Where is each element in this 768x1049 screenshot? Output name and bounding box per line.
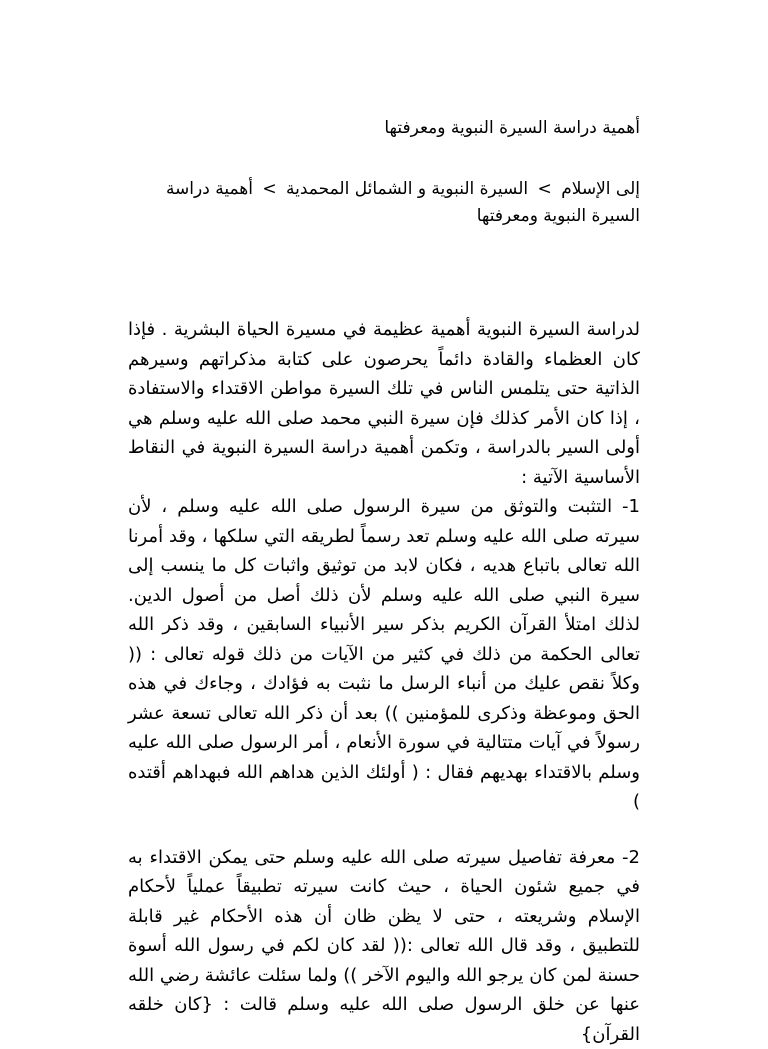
paragraph-intro: لدراسة السيرة النبوية أهمية عظيمة في مسيرة الحياة البشرية . فإذا كان العظماء والقادة دائماً يحرصون على كتابة مذكراتهم وسيرهم الذاتية حتى يتلمس الناس في تلك السيرة مواطن الاقتداء والاستفادة ، إذا كان الأمر كذلك فإن سيرة النبي محمد صلى الله عليه وسلم هي أولى السير بالدراسة ، وتكمن أهمية دراسة السيرة النبوية في النقاط الأساسية الآتية : (128, 315, 640, 492)
paragraph-point-2: 2- معرفة تفاصيل سيرته صلى الله عليه وسلم حتى يمكن الاقتداء به في جميع شئون الحياة ، حيث كانت سيرته تطبيقاً عملياً لأحكام الإسلام وشريعته ، حتى لا يظن ظان أن هذه الأحكام غير قابلة للتطبيق ، وقد قال الله تعالى :(( لقد كان لكم في رسول الله أسوة حسنة لمن كان يرجو الله واليوم الآخر )) ولما سئلت عائشة رضي الله عنها عن خلق الرسول صلى الله عليه وسلم قالت : {كان خلقه القرآن} (128, 843, 640, 1049)
breadcrumb-separator: > (534, 179, 556, 199)
paragraph-gap (128, 817, 640, 843)
article-body (128, 315, 640, 1049)
breadcrumb-item-seerah[interactable]: السيرة النبوية و الشمائل المحمدية (286, 179, 528, 199)
paragraph-point-1: 1- التثبت والتوثق من سيرة الرسول صلى الله عليه وسلم ، لأن سيرته صلى الله عليه وسلم تعد رسماً لطريقه التي سلكها ، وقد أمرنا الله تعالى باتباع هديه ، فكان لابد من توثيق واثبات كل ما ينسب إلى سيرة النبي صلى الله عليه وسلم لأن ذلك أصل من أصول الدين. لذلك امتلأ القرآن الكريم بذكر سير الأنبياء السابقين ، وقد ذكر الله تعالى الحكمة من ذلك في كثير من الآيات من ذلك قوله تعالى : (( وكلاً نقص عليك من أنباء الرسل ما نثبت به فؤادك ، وجاءك في هذه الحق وموعظة وذكرى للمؤمنين )) بعد أن ذكر الله تعالى تسعة عشر رسولاً في آيات متتالية في سورة الأنعام ، أمر الرسول صلى الله عليه وسلم بالاقتداء بهديهم فقال : ( أولئك الذين هداهم الله فبهداهم أقتده ) (128, 492, 640, 817)
breadcrumb-item-current: أهمية دراسة السيرة النبوية ومعرفتها (166, 179, 640, 226)
breadcrumb (128, 176, 640, 230)
page-title: أهمية دراسة السيرة النبوية ومعرفتها (128, 114, 640, 142)
breadcrumb-item-islam[interactable]: إلى الإسلام (561, 179, 640, 199)
breadcrumb-separator: > (258, 179, 280, 199)
